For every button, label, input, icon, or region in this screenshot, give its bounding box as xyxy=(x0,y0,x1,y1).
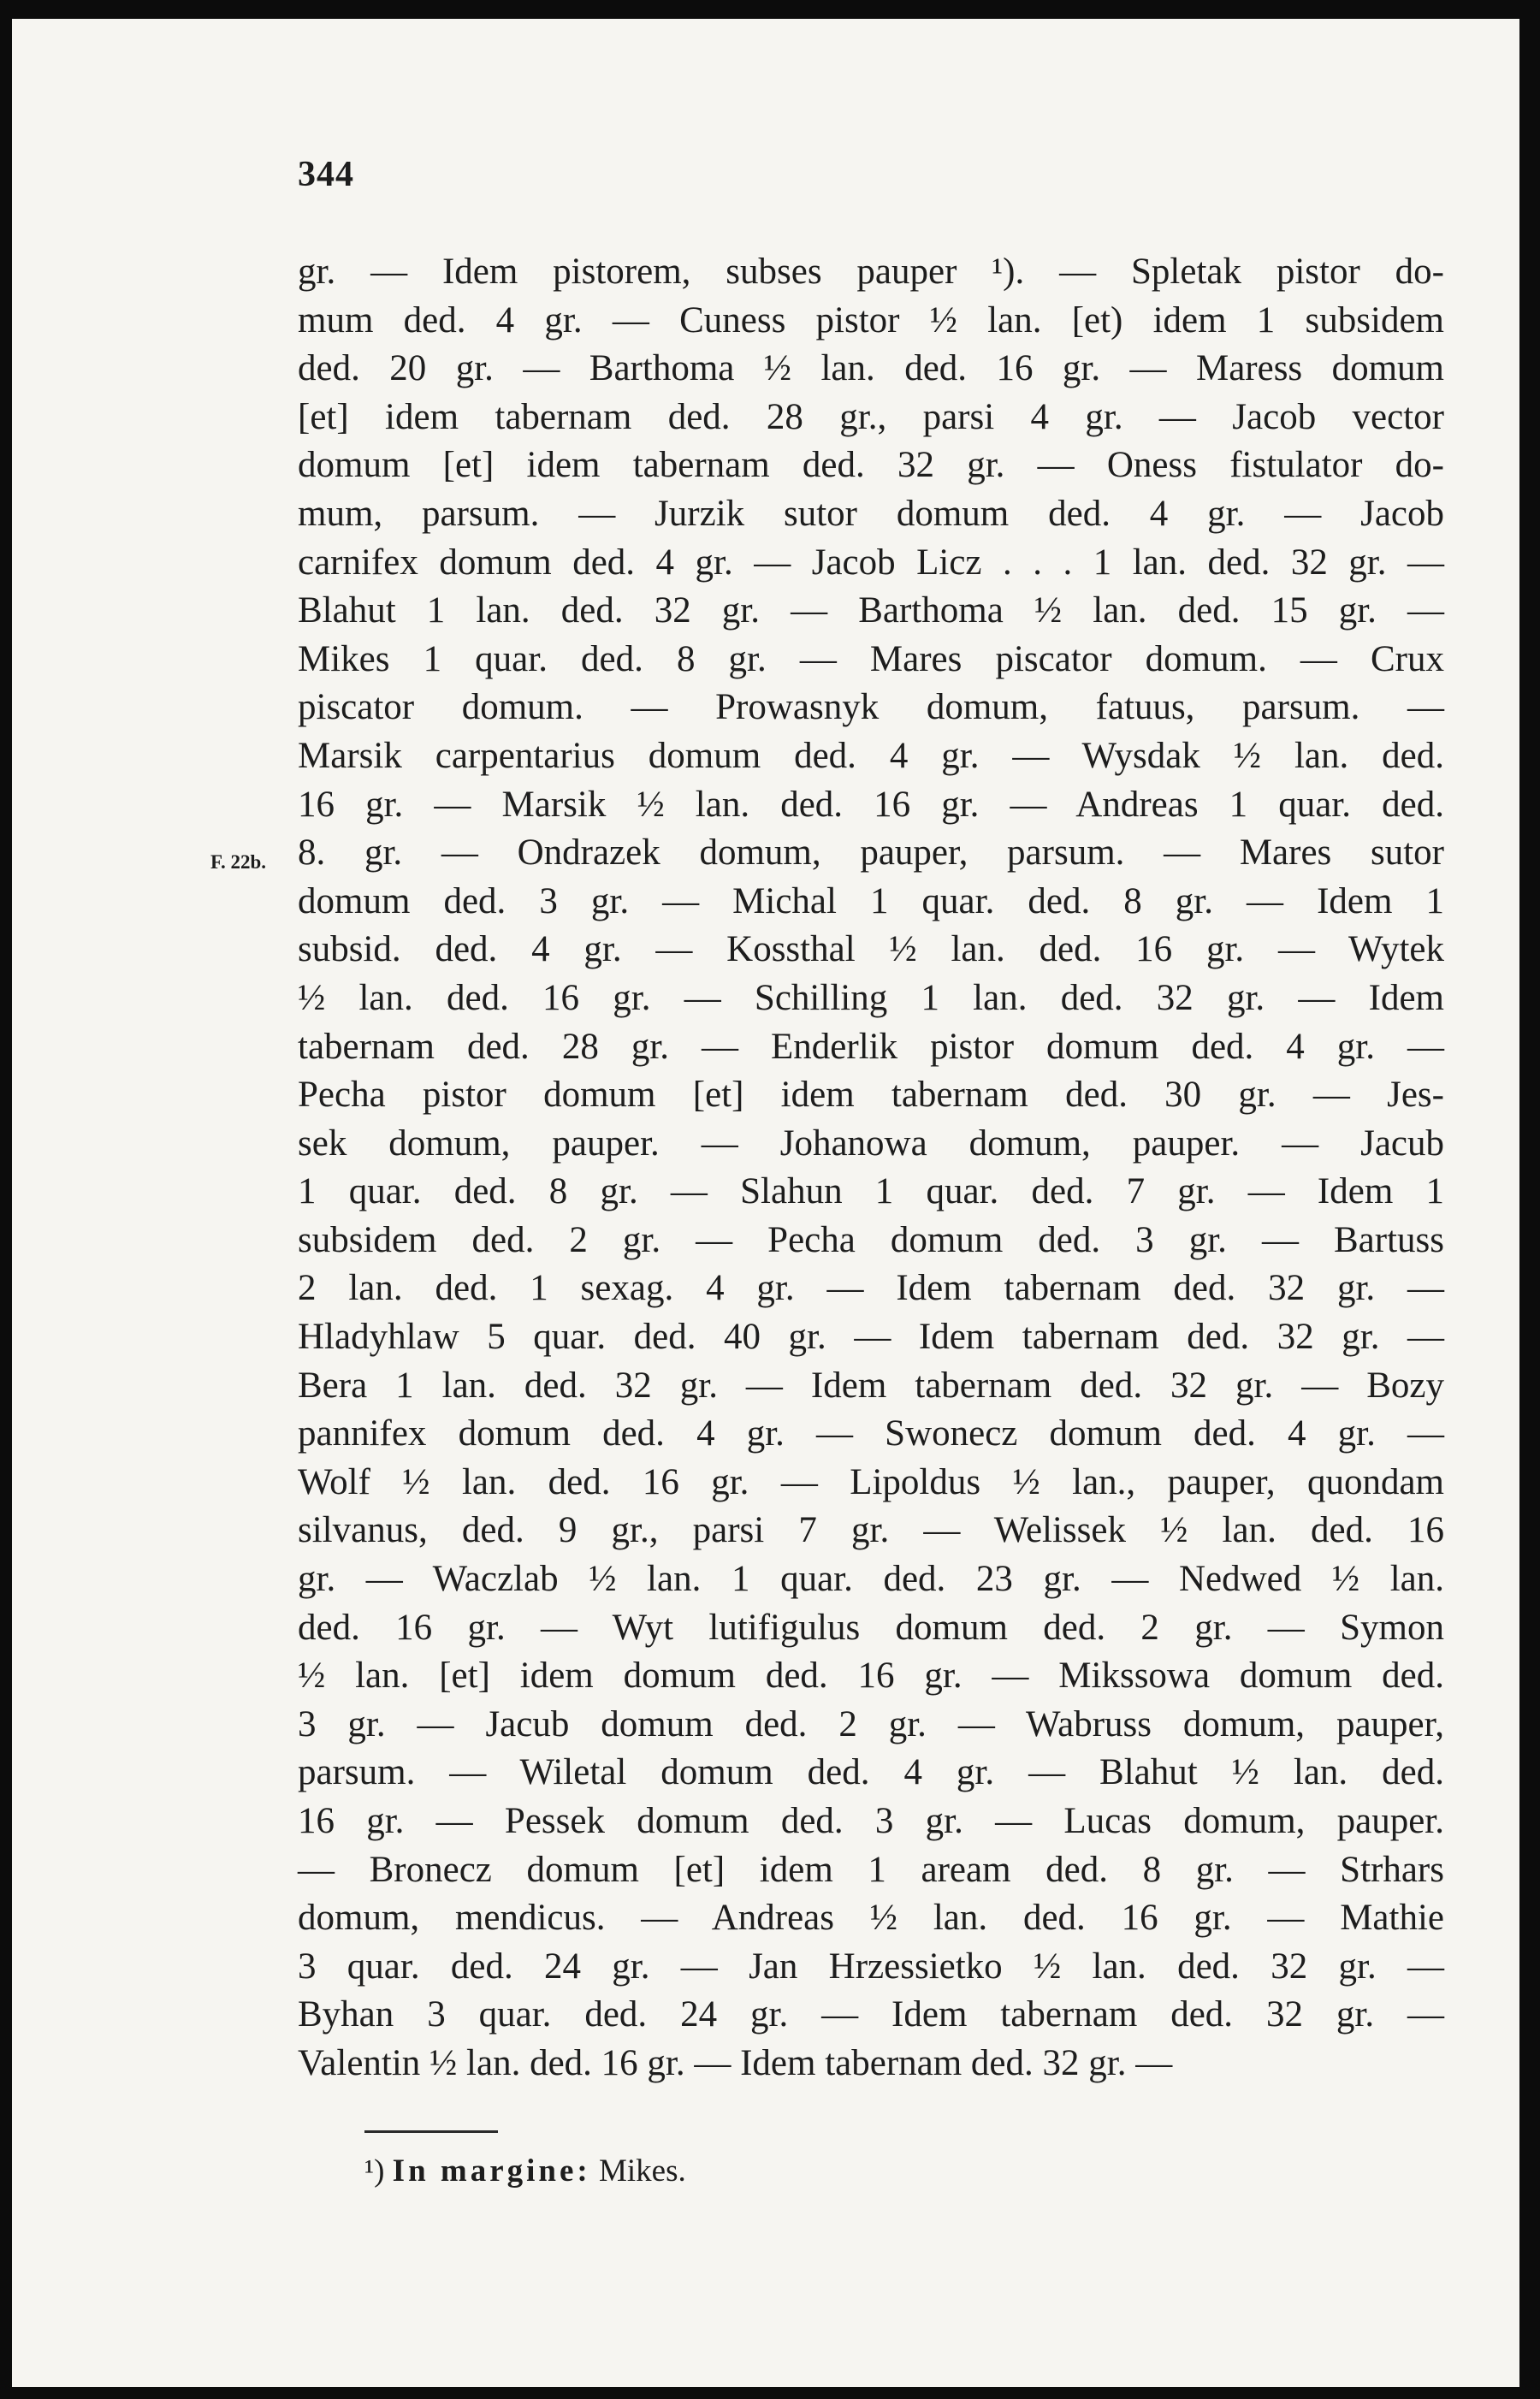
text-line: Byhan 3 quar. ded. 24 gr. — Idem tabernam ded. 32 gr. — xyxy=(298,1994,1444,2035)
text-line: piscator domum. — Prowasnyk domum, fatuus, parsum. — xyxy=(298,687,1444,728)
text-line: Wolf ½ lan. ded. 16 gr. — Lipoldus ½ lan., pauper, quondam xyxy=(298,1461,1444,1502)
text-line: Hladyhlaw 5 quar. ded. 40 gr. — Idem tabernam ded. 32 gr. — xyxy=(298,1317,1444,1358)
text-line: Blahut 1 lan. ded. 32 gr. — Barthoma ½ lan. ded. 15 gr. — xyxy=(298,590,1444,631)
text-line: tabernam ded. 28 gr. — Enderlik pistor domum ded. 4 gr. — xyxy=(298,1026,1444,1067)
text-line: parsum. — Wiletal domum ded. 4 gr. — Blahut ½ lan. ded. xyxy=(298,1752,1444,1793)
text-line: sek domum, pauper. — Johanowa domum, pauper. — Jacub xyxy=(298,1122,1444,1164)
text-line: domum ded. 3 gr. — Michal 1 quar. ded. 8 gr. — Idem 1 xyxy=(298,880,1444,921)
text-line: gr. — Idem pistorem, subses pauper ¹). — Spletak pistor do- xyxy=(298,252,1444,292)
text-line: 1 quar. ded. 8 gr. — Slahun 1 quar. ded. 7 gr. — Idem 1 xyxy=(298,1171,1444,1212)
text-line: 2 lan. ded. 1 sexag. 4 gr. — Idem tabernam ded. 32 gr. — xyxy=(298,1268,1444,1309)
text-line: Bera 1 lan. ded. 32 gr. — Idem tabernam ded. 32 gr. — Bozy xyxy=(298,1365,1444,1406)
text-line: mum, parsum. — Jurzik sutor domum ded. 4 gr. — Jacob xyxy=(298,493,1444,534)
footnote-divider xyxy=(364,2130,498,2133)
text-line: gr. — Waczlab ½ lan. 1 quar. ded. 23 gr. — Nedwed ½ lan. xyxy=(298,1559,1444,1600)
text-line: ded. 20 gr. — Barthoma ½ lan. ded. 16 gr. — Maress domum xyxy=(298,348,1444,389)
text-line: 16 gr. — Pessek domum ded. 3 gr. — Lucas domum, pauper. xyxy=(298,1801,1444,1841)
text-line: subsid. ded. 4 gr. — Kossthal ½ lan. ded. 16 gr. — Wytek xyxy=(298,929,1444,970)
text-line: ½ lan. [et] idem domum ded. 16 gr. — Mikssowa domum ded. xyxy=(298,1656,1444,1697)
text-line: — Bronecz domum [et] idem 1 aream ded. 8 gr. — Strhars xyxy=(298,1849,1444,1890)
footnote xyxy=(364,2153,686,2189)
text-line: carnifex domum ded. 4 gr. — Jacob Licz . . . 1 lan. ded. 32 gr. — xyxy=(298,542,1444,583)
text-line: Valentin ½ lan. ded. 16 gr. — Idem tabernam ded. 32 gr. — xyxy=(298,2042,1173,2083)
text-line: subsidem ded. 2 gr. — Pecha domum ded. 3 gr. — Bartuss xyxy=(298,1219,1444,1260)
text-line: domum, mendicus. — Andreas ½ lan. ded. 16 gr. — Mathie xyxy=(298,1898,1444,1939)
text-line: silvanus, ded. 9 gr., parsi 7 gr. — Welissek ½ lan. ded. 16 xyxy=(298,1510,1444,1551)
text-line: domum [et] idem tabernam ded. 32 gr. — Oness fistulator do- xyxy=(298,445,1444,486)
text-line: 3 quar. ded. 24 gr. — Jan Hrzessietko ½ lan. ded. 32 gr. — xyxy=(298,1946,1444,1987)
text-line: Pecha pistor domum [et] idem tabernam ded. 30 gr. — Jes- xyxy=(298,1075,1444,1116)
page-number: 344 xyxy=(298,155,354,194)
marginal-folio-note: F. 22b. xyxy=(210,851,266,873)
text-line: 16 gr. — Marsik ½ lan. ded. 16 gr. — Andreas 1 quar. ded. xyxy=(298,784,1444,825)
text-line: ½ lan. ded. 16 gr. — Schilling 1 lan. ded. 32 gr. — Idem xyxy=(298,977,1444,1018)
text-line: Marsik carpentarius domum ded. 4 gr. — Wysdak ½ lan. ded. xyxy=(298,735,1444,776)
text-line: mum ded. 4 gr. — Cuness pistor ½ lan. [et) idem 1 subsidem xyxy=(298,299,1444,341)
text-line: Mikes 1 quar. ded. 8 gr. — Mares piscator domum. — Crux xyxy=(298,638,1444,679)
text-line: pannifex domum ded. 4 gr. — Swonecz domum ded. 4 gr. — xyxy=(298,1413,1444,1454)
text-line: ded. 16 gr. — Wyt lutifigulus domum ded. 2 gr. — Symon xyxy=(298,1607,1444,1648)
footnote-text: Mikes. xyxy=(599,2153,686,2189)
footnote-marker: ¹) xyxy=(364,2153,385,2189)
text-line: 3 gr. — Jacub domum ded. 2 gr. — Wabruss domum, pauper, xyxy=(298,1703,1444,1744)
text-line: [et] idem tabernam ded. 28 gr., parsi 4 gr. — Jacob vector xyxy=(298,396,1444,437)
text-line: 8. gr. — Ondrazek domum, pauper, parsum. — Mares sutor xyxy=(298,832,1444,874)
footnote-label: In margine: xyxy=(392,2153,591,2189)
body-text xyxy=(298,248,1444,2088)
scanned-page xyxy=(12,19,1519,2387)
